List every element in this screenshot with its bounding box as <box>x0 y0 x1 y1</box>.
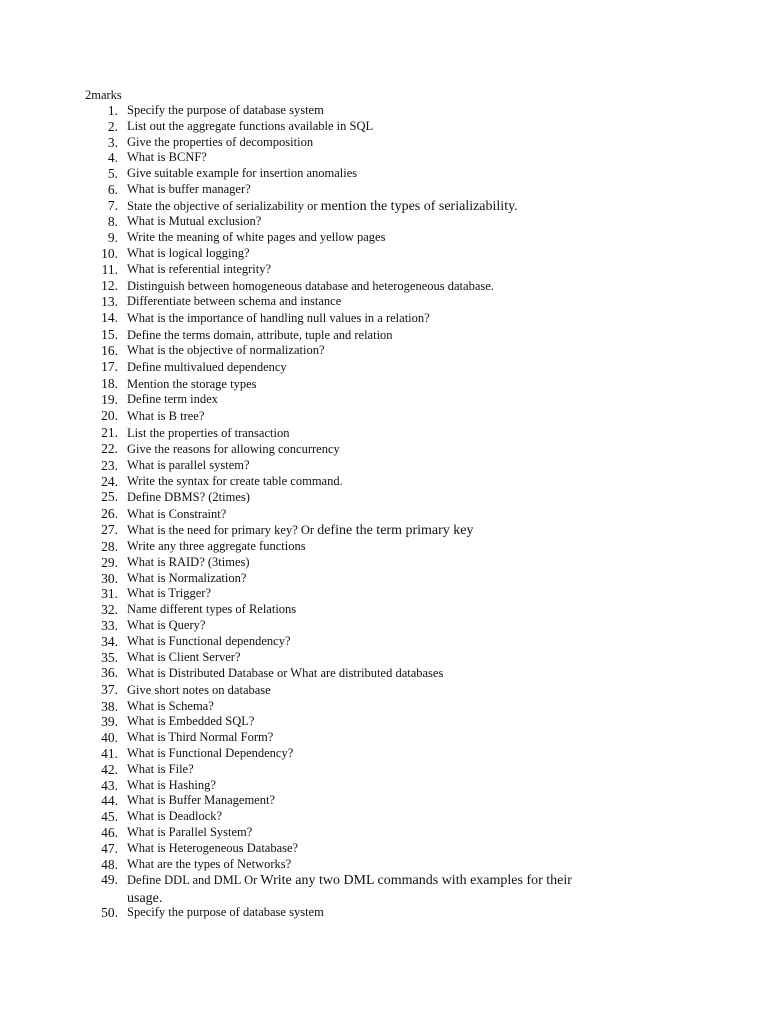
question-number: 4. <box>107 150 118 166</box>
question-text <box>127 539 598 555</box>
question-number: 40. <box>101 730 118 746</box>
question-number: 50. <box>101 905 118 921</box>
question-text <box>127 327 598 344</box>
question-text <box>127 665 598 682</box>
question-text <box>127 857 598 873</box>
question-number: 9. <box>107 230 118 246</box>
question-number: 1. <box>107 103 118 118</box>
question-item <box>0 278 768 295</box>
question-number: 19. <box>101 392 118 408</box>
question-number: 22. <box>101 441 118 457</box>
question-number: 14. <box>101 309 118 325</box>
question-number: 23. <box>101 457 118 473</box>
question-text <box>127 262 598 278</box>
question-text-main: Name different types of Relations <box>127 602 297 617</box>
question-number: 35. <box>101 649 118 665</box>
question-text-main: What is B tree? <box>127 408 205 423</box>
question-item <box>0 441 768 458</box>
question-item <box>0 571 768 587</box>
question-item <box>0 809 768 825</box>
question-number: 34. <box>101 633 118 649</box>
question-text <box>127 825 598 841</box>
question-item <box>0 376 768 393</box>
question-item <box>0 166 768 182</box>
question-number: 47. <box>101 840 118 856</box>
question-item <box>0 665 768 682</box>
question-text-main: What is referential integrity? <box>127 261 272 276</box>
question-text <box>127 425 598 442</box>
question-text-main: What is Hashing? <box>127 777 216 792</box>
question-text-main: Give short notes on database <box>127 683 271 698</box>
question-text <box>127 602 598 618</box>
question-text-main: What is Functional Dependency? <box>127 746 294 761</box>
question-text-main: State the objective of serializability or <box>127 198 321 213</box>
question-text <box>127 294 598 310</box>
question-item <box>0 634 768 650</box>
question-item <box>0 793 768 809</box>
section-heading: 2marks <box>85 88 122 102</box>
question-text-main: What is Third Normal Form? <box>127 730 274 745</box>
question-number: 27. <box>101 522 118 538</box>
question-text <box>127 650 598 666</box>
question-item <box>0 825 768 841</box>
question-text-main: What is Schema? <box>127 698 214 713</box>
question-text <box>127 310 598 327</box>
question-number: 15. <box>101 326 118 342</box>
question-item <box>0 294 768 310</box>
question-item <box>0 458 768 474</box>
question-text <box>127 555 598 571</box>
question-item <box>0 425 768 442</box>
question-text-main: What is Buffer Management? <box>127 793 275 808</box>
question-text-main: What is File? <box>127 761 194 776</box>
question-text-main: What is Mutual exclusion? <box>127 214 262 229</box>
question-text <box>127 392 598 408</box>
question-text <box>127 905 598 921</box>
question-text-main: Write the syntax for create table command. <box>127 473 343 488</box>
question-text <box>127 762 598 778</box>
question-text-main: What is buffer manager? <box>127 181 251 196</box>
question-number: 16. <box>101 343 118 359</box>
question-text <box>127 278 598 295</box>
question-text-main: Give the reasons for allowing concurrency <box>127 442 340 457</box>
question-number: 24. <box>101 473 118 489</box>
question-item <box>0 618 768 634</box>
question-text-main: Differentiate between schema and instance <box>127 294 342 309</box>
question-number: 33. <box>101 618 118 634</box>
question-text-main: Mention the storage types <box>127 376 257 391</box>
question-text <box>127 343 598 359</box>
question-text-main: Define the terms domain, attribute, tuple and relation <box>127 327 393 342</box>
question-number: 17. <box>101 358 118 374</box>
question-item <box>0 474 768 490</box>
question-item <box>0 762 768 778</box>
question-number: 48. <box>101 856 118 872</box>
question-text-main: What is Distributed Database or What are distributed databases <box>127 666 444 681</box>
question-item <box>0 522 768 539</box>
question-number: 41. <box>101 746 118 762</box>
question-text <box>127 586 598 602</box>
question-text <box>127 682 598 699</box>
question-item <box>0 555 768 571</box>
question-text-main: Give suitable example for insertion anomalies <box>127 166 358 181</box>
question-text-main: What is the objective of normalization? <box>127 343 325 358</box>
question-text-main: What is BCNF? <box>127 150 207 165</box>
question-item <box>0 489 768 506</box>
question-text-main: What is Deadlock? <box>127 809 223 824</box>
question-item <box>0 119 768 135</box>
question-item <box>0 135 768 151</box>
question-item <box>0 602 768 618</box>
question-text <box>127 793 598 809</box>
question-item <box>0 408 768 425</box>
question-text <box>127 474 598 490</box>
question-text-main: What is the need for primary key? Or <box>127 523 318 538</box>
question-item <box>0 150 768 166</box>
question-text-main: Define DBMS? (2times) <box>127 490 250 505</box>
question-text <box>127 103 598 119</box>
question-item <box>0 230 768 246</box>
question-item <box>0 327 768 344</box>
question-number: 7. <box>107 197 118 213</box>
question-text <box>127 522 598 540</box>
question-text <box>127 246 598 262</box>
question-text-main: What is Embedded SQL? <box>127 714 255 729</box>
question-item <box>0 730 768 746</box>
question-text <box>127 730 598 746</box>
question-number: 30. <box>101 570 118 586</box>
question-item <box>0 182 768 198</box>
question-number: 25. <box>101 489 118 505</box>
question-text <box>127 634 598 650</box>
question-number: 38. <box>101 698 118 714</box>
question-item <box>0 872 768 905</box>
question-item <box>0 746 768 762</box>
question-text-main: What is the importance of handling null values in a relation? <box>127 310 430 325</box>
question-number: 3. <box>107 134 118 150</box>
question-item <box>0 539 768 555</box>
question-text-main: Specify the purpose of database system <box>127 905 324 920</box>
question-text-main: What is Client Server? <box>127 649 241 664</box>
question-text-extra: mention the types of serializability. <box>320 198 518 214</box>
question-text <box>127 489 598 506</box>
question-item <box>0 857 768 873</box>
question-text <box>127 699 598 715</box>
question-text <box>127 441 598 458</box>
question-number: 26. <box>101 505 118 521</box>
question-number: 49. <box>101 872 118 888</box>
question-number: 32. <box>101 602 118 618</box>
question-number: 13. <box>101 294 118 310</box>
question-item <box>0 343 768 359</box>
question-text-main: Specify the purpose of database system <box>127 103 324 117</box>
question-text <box>127 135 598 151</box>
question-number: 29. <box>101 554 118 570</box>
question-number: 11. <box>101 261 118 277</box>
question-number: 39. <box>101 714 118 730</box>
question-item <box>0 214 768 230</box>
question-text <box>127 458 598 474</box>
question-item <box>0 359 768 376</box>
question-item <box>0 650 768 666</box>
question-text-main: What are the types of Networks? <box>127 856 292 871</box>
question-text <box>127 408 598 425</box>
question-text <box>127 778 598 794</box>
question-text-main: What is Trigger? <box>127 586 212 601</box>
question-text-main: What is Functional dependency? <box>127 633 291 648</box>
question-number: 5. <box>107 166 118 182</box>
question-text-main: Write any three aggregate functions <box>127 539 306 554</box>
question-text-extra: Write any two DML commands with examples for their usage. <box>127 873 572 906</box>
question-text <box>127 119 598 135</box>
question-item <box>0 841 768 857</box>
question-text-extra: define the term primary key <box>317 523 474 539</box>
question-text <box>127 182 598 198</box>
question-number: 45. <box>101 809 118 825</box>
question-number: 18. <box>101 375 118 391</box>
question-text-main: Define DDL and DML Or <box>127 873 261 888</box>
question-text-main: List the properties of transaction <box>127 425 290 440</box>
question-text <box>127 198 598 216</box>
question-text-main: Define multivalued dependency <box>127 359 287 374</box>
question-text <box>127 506 598 523</box>
question-item <box>0 682 768 699</box>
question-text <box>127 872 597 907</box>
question-text-main: What is logical logging? <box>127 245 250 260</box>
question-text <box>127 359 598 376</box>
question-text <box>127 230 598 246</box>
question-number: 28. <box>101 539 118 555</box>
question-number: 6. <box>107 181 118 197</box>
question-item <box>0 246 768 262</box>
question-text <box>127 809 598 825</box>
question-item <box>0 586 768 602</box>
question-text <box>127 150 598 166</box>
question-item <box>0 392 768 408</box>
question-text-main: What is RAID? (3times) <box>127 554 250 569</box>
question-item <box>0 714 768 730</box>
question-number: 21. <box>101 424 118 440</box>
question-item <box>0 905 768 921</box>
question-text-main: Give the properties of decomposition <box>127 134 314 149</box>
question-text <box>127 571 598 587</box>
question-text-main: Distinguish between homogeneous database and heterogeneous database. <box>127 278 494 293</box>
question-number: 2. <box>107 118 118 134</box>
question-number: 43. <box>101 777 118 793</box>
question-text <box>127 746 598 762</box>
question-text <box>127 166 598 182</box>
question-text <box>127 376 598 393</box>
question-item <box>0 198 768 215</box>
question-text-main: Define term index <box>127 392 218 407</box>
question-text <box>127 214 598 230</box>
question-item <box>0 778 768 794</box>
question-number: 44. <box>101 793 118 809</box>
question-item <box>0 506 768 523</box>
question-text-main: What is Heterogeneous Database? <box>127 840 299 855</box>
question-number: 37. <box>101 682 118 698</box>
question-item <box>0 262 768 278</box>
question-item <box>0 310 768 327</box>
question-number: 31. <box>101 586 118 602</box>
question-number: 12. <box>101 277 118 293</box>
question-text-main: What is Parallel System? <box>127 825 253 840</box>
question-number: 10. <box>101 245 118 261</box>
question-list <box>0 103 768 921</box>
question-number: 36. <box>101 665 118 681</box>
question-item <box>0 103 768 119</box>
question-text <box>127 618 598 634</box>
question-number: 42. <box>101 761 118 777</box>
question-number: 20. <box>101 407 118 423</box>
question-number: 46. <box>101 825 118 841</box>
question-text-main: What is Normalization? <box>127 570 247 585</box>
question-number: 8. <box>107 214 118 230</box>
question-text-main: What is Constraint? <box>127 506 227 521</box>
question-text-main: What is parallel system? <box>127 457 250 472</box>
question-text-main: What is Query? <box>127 618 206 633</box>
question-text-main: Write the meaning of white pages and yellow pages <box>127 230 386 245</box>
question-text-main: List out the aggregate functions available in SQL <box>127 118 374 133</box>
question-text <box>127 714 598 730</box>
question-item <box>0 699 768 715</box>
question-text <box>127 841 598 857</box>
